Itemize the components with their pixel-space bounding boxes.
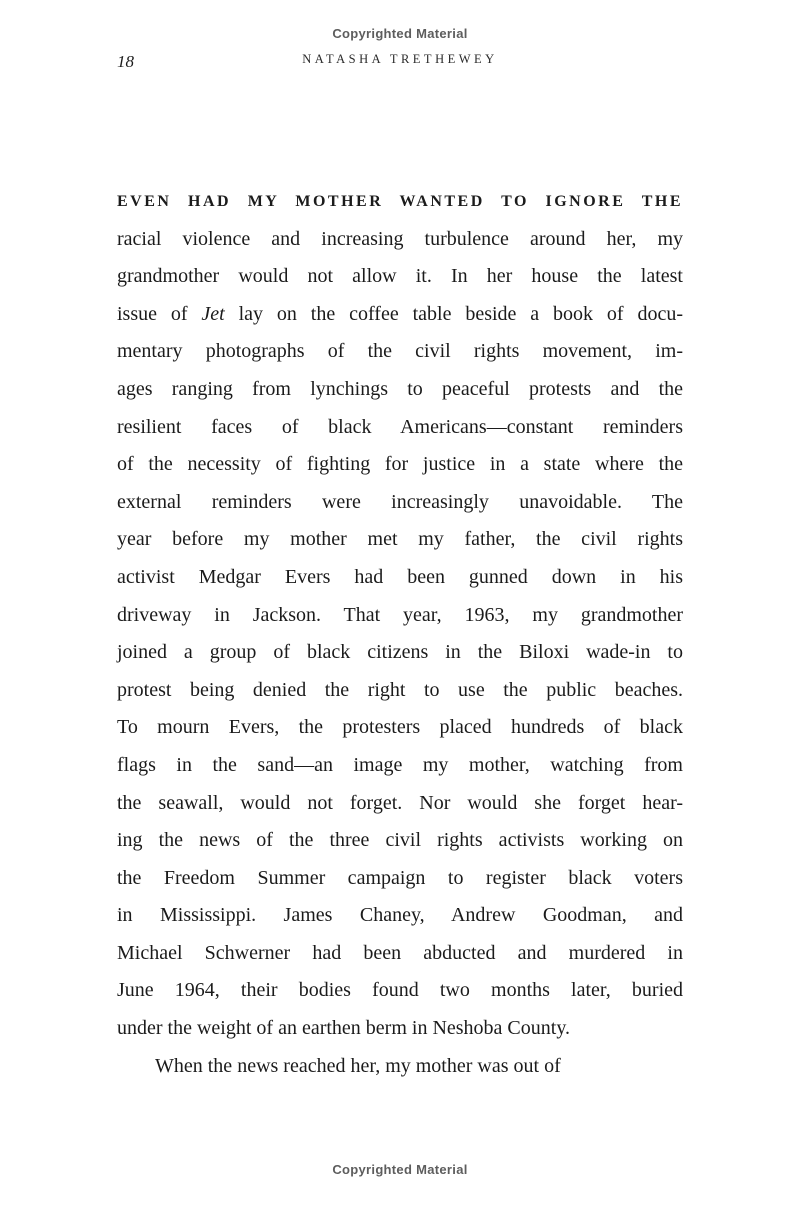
text-segment: activist Medgar Evers had been gunned down in his: [117, 565, 683, 588]
text-segment: lay on the coffee table beside a book of docu-: [224, 302, 683, 325]
text-line: [117, 634, 683, 672]
text-segment: grandmother would not allow it. In her house the latest: [117, 265, 683, 288]
text-line: [117, 822, 683, 860]
text-line: [117, 258, 683, 296]
text-line: [117, 1010, 683, 1048]
running-head: NATASHA TRETHEWEY: [302, 52, 498, 66]
page-header: [117, 52, 683, 74]
text-line: [117, 709, 683, 747]
text-segment: ages ranging from lynchings to peaceful protests and the: [117, 377, 683, 400]
text-line: [117, 935, 683, 973]
text-segment: issue of: [117, 302, 202, 325]
copyright-notice-bottom: Copyrighted Material: [332, 1162, 468, 1177]
text-segment: under the weight of an earthen berm in Neshoba County.: [117, 1017, 571, 1040]
text-segment: EVEN HAD MY MOTHER WANTED TO IGNORE THE: [117, 193, 683, 210]
text-segment: external reminders were increasingly unavoidable. The: [117, 490, 683, 513]
text-segment: June 1964, their bodies found two months later, buried: [117, 979, 683, 1002]
text-line: [117, 371, 683, 409]
text-segment: of the necessity of fighting for justice in a state where the: [117, 453, 683, 476]
page-body: [117, 183, 683, 1085]
text-segment: the seawall, would not forget. Nor would she forget hear-: [117, 791, 683, 814]
text-line: [117, 484, 683, 522]
text-line: [117, 672, 683, 710]
text-segment: year before my mother met my father, the civil rights: [117, 528, 683, 551]
italic-text: Jet: [201, 302, 225, 325]
text-line: [117, 296, 683, 334]
text-segment: To mourn Evers, the protesters placed hundreds of black: [117, 716, 683, 739]
text-segment: protest being denied the right to use the public beaches.: [117, 678, 683, 701]
text-segment: flags in the sand—an image my mother, watching from: [117, 753, 683, 776]
text-segment: in Mississippi. James Chaney, Andrew Goodman, and: [117, 904, 683, 927]
text-segment: ing the news of the three civil rights activists working on: [117, 829, 683, 852]
text-segment: racial violence and increasing turbulence around her, my: [117, 227, 683, 250]
text-line: [117, 183, 683, 221]
text-line: [117, 597, 683, 635]
text-line: [117, 785, 683, 823]
text-segment: mentary photographs of the civil rights movement, im-: [117, 340, 683, 363]
text-line: [117, 521, 683, 559]
text-line: [117, 972, 683, 1010]
text-line: [117, 897, 683, 935]
text-segment: the Freedom Summer campaign to register black voters: [117, 866, 683, 889]
text-line: [117, 446, 683, 484]
text-line: [117, 333, 683, 371]
text-segment: joined a group of black citizens in the Biloxi wade-in to: [117, 641, 683, 664]
page-number: 18: [117, 52, 134, 71]
text-segment: driveway in Jackson. That year, 1963, my grandmother: [117, 603, 683, 626]
text-segment: resilient faces of black Americans—constant reminders: [117, 415, 683, 438]
copyright-notice-top: Copyrighted Material: [332, 26, 468, 41]
text-segment: When the news reached her, my mother was out of: [155, 1054, 561, 1077]
text-line: [117, 221, 683, 259]
text-line: [117, 747, 683, 785]
text-line: [117, 409, 683, 447]
text-line: [117, 559, 683, 597]
text-line: [117, 860, 683, 898]
text-segment: Michael Schwerner had been abducted and murdered in: [117, 941, 683, 964]
text-line: [117, 1048, 683, 1086]
